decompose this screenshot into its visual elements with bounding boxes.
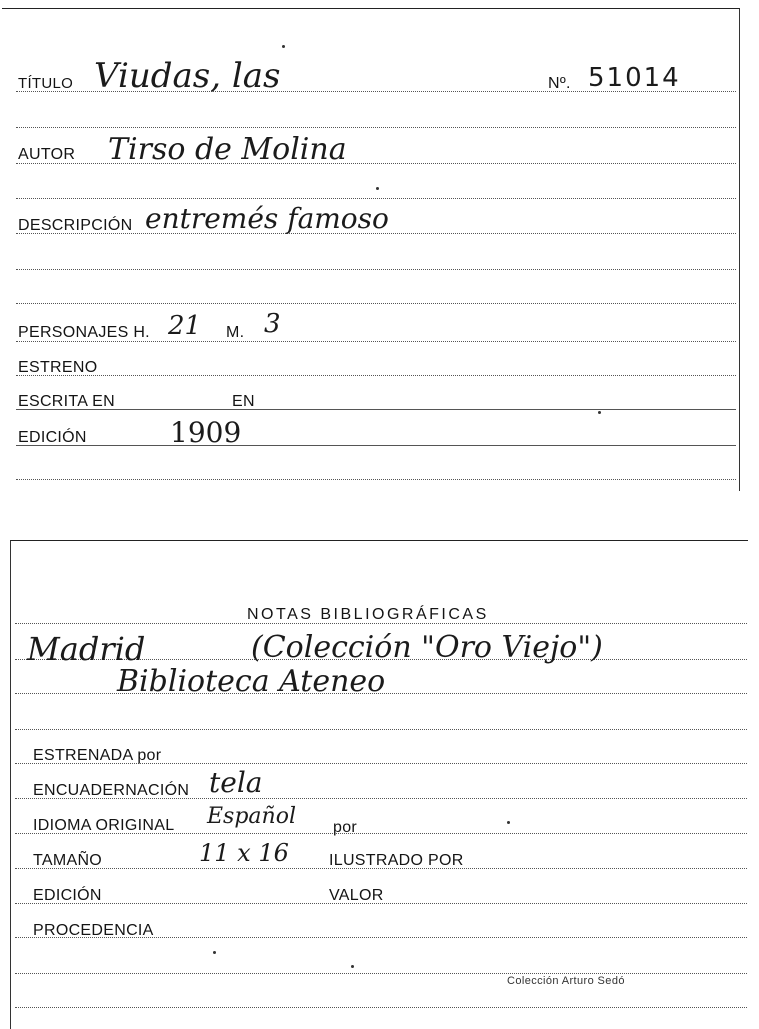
rule-line <box>16 341 736 342</box>
personajes-m-value: 3 <box>264 309 281 339</box>
edicion-value: 1909 <box>170 416 242 449</box>
en-label: EN <box>232 393 255 410</box>
personajes-label: PERSONAJES H. <box>18 324 150 341</box>
autor-label: AUTOR <box>18 146 76 163</box>
rule-line <box>15 973 747 974</box>
titulo-value: Viudas, las <box>94 56 281 96</box>
autor-value: Tirso de Molina <box>108 132 347 167</box>
edicion-label: EDICIÓN <box>18 429 87 446</box>
ilustrado-label: ILUSTRADO POR <box>329 852 464 869</box>
rule-line <box>15 729 747 730</box>
coleccion-credit: Colección Arturo Sedó <box>507 975 625 987</box>
titulo-label: TÍTULO <box>18 75 74 92</box>
note-madrid: Madrid <box>27 630 146 668</box>
por-label: por <box>333 819 358 836</box>
rule-line <box>16 445 736 446</box>
numero-value: 51014 <box>588 63 681 93</box>
note-coleccion: (Colección "Oro Viejo") <box>251 630 603 665</box>
ink-speck <box>351 965 354 968</box>
rule-line <box>16 198 736 199</box>
rule-line <box>15 623 747 624</box>
tamano-value: 11 x 16 <box>199 839 289 867</box>
personajes-h-value: 21 <box>168 311 202 341</box>
ink-speck <box>213 951 216 954</box>
valor-label: VALOR <box>329 887 384 904</box>
escrita-en-label: ESCRITA EN <box>18 393 115 410</box>
note-biblioteca: Biblioteca Ateneo <box>117 664 386 699</box>
ink-speck <box>376 187 379 190</box>
rule-line <box>16 269 736 270</box>
rule-line <box>16 375 736 376</box>
rule-line <box>16 479 736 480</box>
numero-label: Nº. <box>548 75 571 92</box>
notas-heading: NOTAS BIBLIOGRÁFICAS <box>247 606 489 623</box>
rule-line <box>16 303 736 304</box>
estreno-label: ESTRENO <box>18 359 98 376</box>
ink-speck <box>507 821 510 824</box>
procedencia-label: PROCEDENCIA <box>33 922 154 939</box>
ink-speck <box>598 411 601 414</box>
ink-speck <box>282 45 285 48</box>
rule-line <box>16 127 736 128</box>
edicion2-label: EDICIÓN <box>33 887 102 904</box>
tamano-label: TAMAÑO <box>33 852 103 869</box>
descripcion-value: entremés famoso <box>145 202 389 235</box>
estrenada-label: ESTRENADA por <box>33 747 162 764</box>
idioma-label: IDIOMA ORIGINAL <box>33 817 175 834</box>
catalog-card-back <box>10 540 748 1029</box>
rule-line <box>15 1007 747 1008</box>
encuadernacion-value: tela <box>209 766 263 799</box>
idioma-value: Español <box>207 804 296 829</box>
rule-line <box>16 409 736 410</box>
descripcion-label: DESCRIPCIÓN <box>18 217 133 234</box>
personajes-m-label: M. <box>226 324 245 341</box>
encuadernacion-label: ENCUADERNACIÓN <box>33 782 190 799</box>
catalog-card-front <box>2 8 740 491</box>
